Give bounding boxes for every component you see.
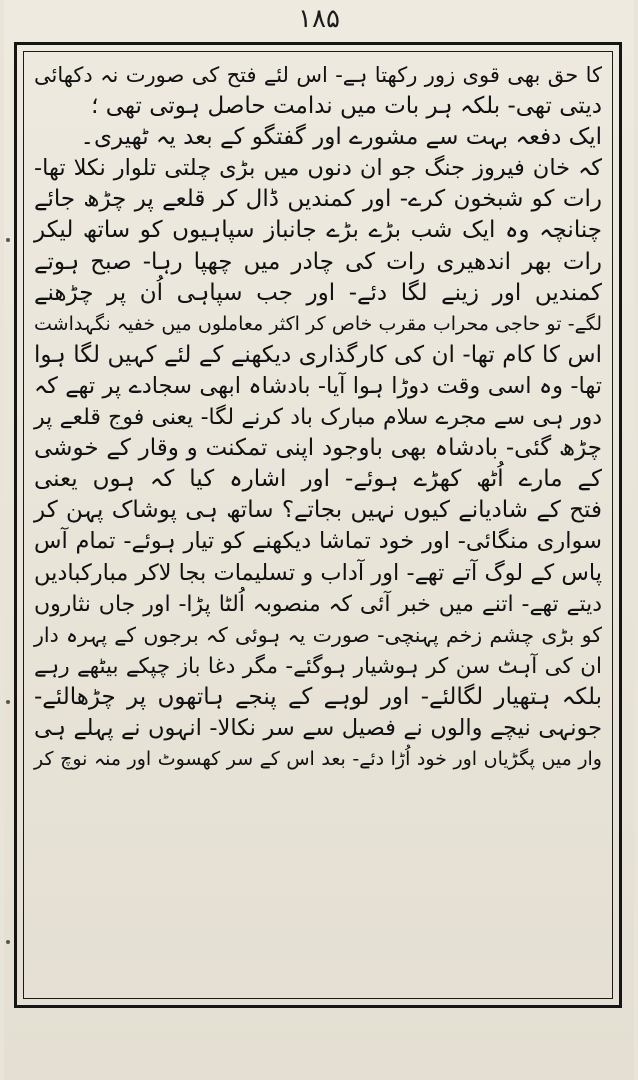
text-line: پاس کے لوگ آتے تھے- اور آداب و تسلیمات بجا لاکر مبارکبادیں: [34, 559, 602, 586]
text-line: بلکہ ہتھیار لگالئے- اور لوہے کے پنجے ہاتھوں پر چڑھالئے-: [34, 683, 602, 710]
text-line: رات بھر اندھیری رات کی چادر میں چھپا رہا- صبح ہوتے: [34, 248, 602, 275]
text-line: تھا- وہ اسی وقت دوڑا ہوا آیا- بادشاہ ابھی سجادے پر تھے کہ: [34, 372, 602, 399]
text-line: کمندیں اور زینے لگا دئے- اور جب سپاہی اُن پر چڑھنے: [34, 279, 602, 306]
urdu-text-block: [34, 60, 602, 775]
paper-speck: [6, 238, 10, 242]
text-line: اس کا کام تھا- ان کی کارگذاری دیکھنے کے لئے کہیں لگا ہوا: [34, 341, 602, 368]
text-line: چنانچہ وہ ایک شب بڑے بڑے جانباز سپاہیوں کو ساتھ لیکر: [34, 217, 602, 244]
text-line: لگے- تو حاجی محراب مقرب خاص کر اکثر معاملوں میں خفیہ نگہداشت: [34, 312, 602, 335]
text-line: چڑھ گئی- بادشاہ بھی باوجود اپنی تمکنت و وقار کے خوشی: [34, 435, 602, 462]
text-line: سواری منگائی- اور خود تماشا دیکھنے کو تیار ہوئے- تمام آس: [34, 528, 602, 555]
page-number: ۱۸۵: [298, 4, 340, 34]
text-line: دیتے تھے- اتنے میں خبر آئی کہ منصوبہ اُلٹا پڑا- اور جاں نثاروں: [34, 591, 602, 617]
text-line: وار میں پگڑیاں اور خود اُڑا دئے- بعد اس کے سر کھسوٹ اور منہ نوچ کر: [34, 748, 602, 771]
paper-speck: [6, 700, 10, 704]
text-line: ان کی آہٹ سن کر ہوشیار ہوگئے- مگر دغا باز چپکے بیٹھے رہے: [34, 653, 602, 679]
paper-speck: [6, 940, 10, 944]
text-line: کہ خان فیروز جنگ جو ان دنوں میں بڑی چلتی تلوار نکلا تھا-: [34, 155, 602, 182]
text-line: کا حق بھی قوی زور رکھتا ہے- اس لئے فتح کی صورت نہ دکھائی: [34, 63, 602, 87]
book-page: [4, 0, 634, 1080]
text-line: ایک دفعہ بہت سے مشورے اور گفتگو کے بعد یہ ٹھیری۔: [80, 124, 602, 151]
text-line: دیتی تھی- بلکہ ہر بات میں ندامت حاصل ہوتی تھی ؛: [91, 93, 602, 120]
text-line: کے مارے اُٹھ کھڑے ہوئے- اور اشارہ کیا کہ ہوں یعنی: [34, 466, 602, 493]
text-line: فتح کے شادیانے کیوں نہیں بجاتے؟ ساتھ ہی پوشاک پہن کر: [34, 497, 602, 524]
text-line: دور ہی سے مجرے سلام مبارک باد کرنے لگا- یعنی فوج قلعے پر: [34, 405, 602, 431]
text-line: رات کو شبخون کرے- اور کمندیں ڈال کر قلعے پر چڑھ جائے: [34, 186, 602, 213]
text-line: جونہی نیچے والوں نے فصیل سے سر نکالا- انہوں نے پہلے ہی: [34, 714, 602, 741]
text-line: کو بڑی چشم زخم پہنچی- صورت یہ ہوئی کہ برجوں کے پہرہ دار: [34, 622, 602, 647]
